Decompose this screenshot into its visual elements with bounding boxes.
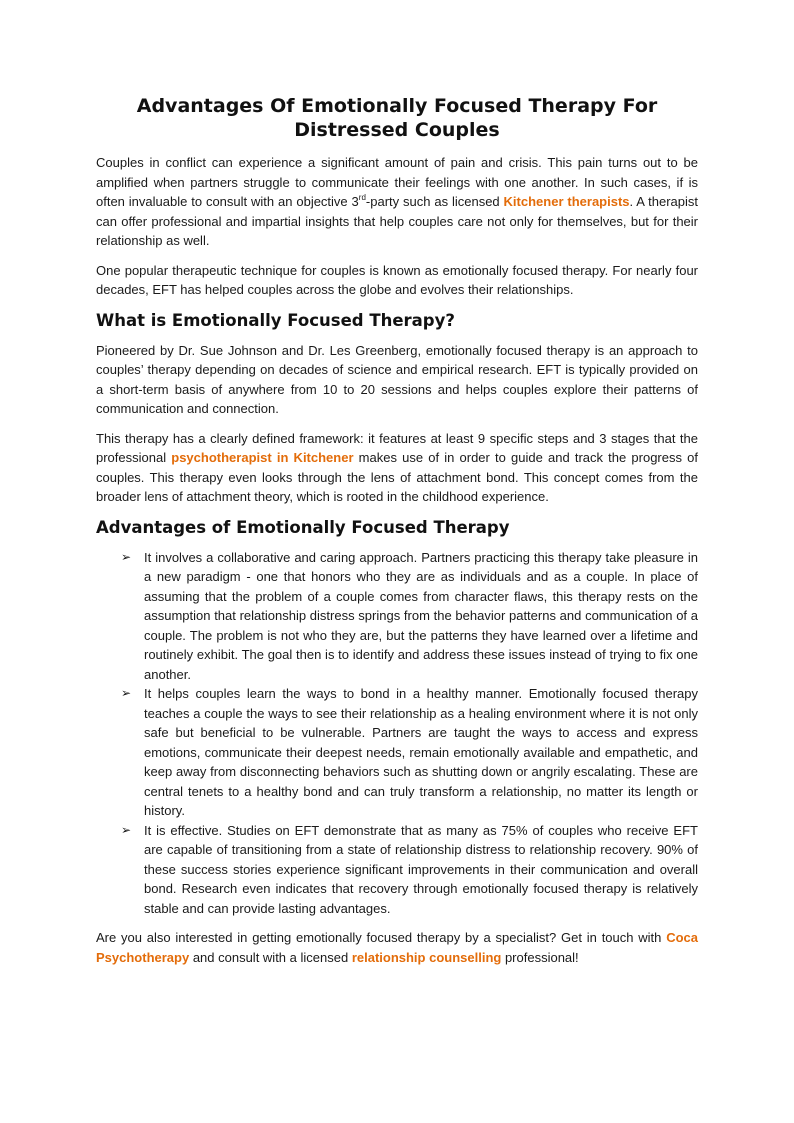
section1-text-2: makes use of in order to guide and track the progress of couples. This therapy even looks through the lens of attachment bond. This concept comes from the broader lens of attachment theory, which is rooted in the childhood experience. [96, 450, 698, 504]
coca-psychotherapy-link[interactable]: Coca Psychotherapy [96, 930, 698, 965]
kitchener-therapists-link[interactable]: Kitchener therapists [503, 194, 630, 209]
intro-paragraph-2: One popular therapeutic technique for couples is known as emotionally focused therapy. For nearly four decades, EFT has helped couples across the globe and evolves their relationships. [96, 262, 698, 297]
closing-text-2: and consult with a licensed [189, 949, 352, 965]
section1-paragraph-2 [96, 429, 698, 507]
superscript-rd: rd [358, 192, 366, 202]
list-item [121, 684, 698, 821]
closing-text-3: professional! [501, 949, 579, 965]
arrow-bullet-icon: ➢ [121, 822, 132, 837]
intro-paragraph-1 [96, 153, 698, 251]
psychotherapist-kitchener-link[interactable]: psychotherapist in Kitchener [171, 450, 354, 465]
list-item-text: It involves a collaborative and caring approach. Partners practicing this therapy take pleasure in a new paradigm - one that honors who they are as individuals and as a couple. In place of assuming that the problem of a couple comes from character flaws, this therapy rests on the assumption that relationship distress springs from the behavior patterns and communication of a couple. The problem is not who they are, but the patterns they have learned over a lifetime and routinely exhibit. The goal then is to identify and address these issues instead of trying to fix one another. [144, 549, 698, 682]
section1-text-1: This therapy has a clearly defined framework: it features at least 9 specific steps and 3 stages that the professional [96, 430, 698, 465]
document-page [96, 94, 698, 977]
advantages-list [96, 548, 698, 919]
relationship-counselling-link[interactable]: relationship counselling [351, 949, 502, 965]
intro-text-1: Couples in conflict can experience a significant amount of pain and crisis. This pain turns out to be amplified when partners struggle to communicate their feelings with one another. In such cases, if is often invaluable to consult with an objective 3 [96, 155, 698, 209]
section-heading-what-is-eft: What is Emotionally Focused Therapy? [96, 310, 455, 330]
section1-paragraph-1: Pioneered by Dr. Sue Johnson and Dr. Les Greenberg, emotionally focused therapy is an approach to couples’ therapy depending on decades of science and empirical research. EFT is typically provided on a short-term basis of anywhere from 10 to 20 sessions and helps couples explore their patterns of communication and connection. [96, 342, 698, 416]
arrow-bullet-icon: ➢ [121, 686, 132, 700]
list-item-text: It is effective. Studies on EFT demonstrate that as many as 75% of couples who receive EFT are capable of transitioning from a state of relationship distress to relationship recovery. 90% of these success stories experience significant improvements in their communication and overall bond. Research even indicates that recovery through emotionally focused therapy is relatively stable and can provide lasting advantages. [144, 822, 698, 916]
page-title: Advantages Of Emotionally Focused Therapy For Distressed Couples [136, 95, 658, 141]
list-item [121, 548, 698, 685]
list-item-text: It helps couples learn the ways to bond in a healthy manner. Emotionally focused therapy teaches a couple the ways to see their relationship as a healing environment where it is not only safe but beneficial to be vulnerable. Partners are taught the ways to access and express emotions, communicate their deepest needs, remain emotionally available and empathetic, and keep away from disconnecting behaviors such as shutting down or angrily escalating. These are central tenets to a healthy bond and can truly transform a relationship, no matter its length or history. [144, 686, 698, 818]
arrow-bullet-icon: ➢ [121, 549, 132, 564]
intro-text-2: -party such as licensed [365, 194, 504, 209]
closing-text-1: Are you also interested in getting emotionally focused therapy by a specialist? Get in touch with [96, 930, 667, 945]
section-heading-advantages: Advantages of Emotionally Focused Therapy [96, 517, 510, 537]
intro-text-3: . A therapist can offer professional and impartial insights that help couples care not only for themselves, but for their relationship as well. [96, 194, 699, 248]
closing-paragraph [96, 928, 698, 967]
list-item [121, 821, 698, 919]
